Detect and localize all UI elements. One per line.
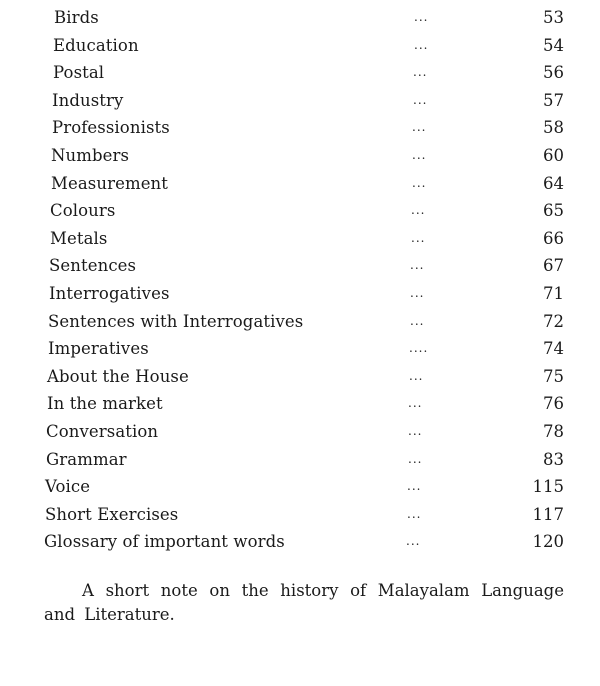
toc-entry-title: Conversation [46, 421, 159, 441]
toc-entry-title: Sentences [49, 256, 137, 276]
toc-entry-title: Colours [50, 201, 116, 221]
toc-entry [0, 528, 600, 556]
toc-entry-page-number: 117 [532, 504, 564, 524]
toc-entry-leader: ... [410, 258, 425, 273]
toc-entry-title: Postal [53, 63, 105, 83]
toc-entry-page-number: 71 [543, 283, 564, 303]
toc-entry-page-number: 74 [543, 339, 564, 359]
toc-entry-leader: ... [410, 313, 425, 328]
toc-entry-title: Imperatives [48, 339, 149, 359]
toc-entry [0, 473, 600, 501]
toc-entry [0, 4, 600, 32]
toc-entry-page-number: 66 [543, 228, 564, 248]
toc-entry-title: Voice [45, 477, 91, 497]
toc-entry-page-number: 72 [543, 311, 564, 331]
toc-entry [0, 87, 600, 115]
toc-entry-title: Numbers [51, 145, 130, 165]
toc-entry [0, 280, 600, 308]
toc-entry-title: Metals [50, 228, 108, 248]
toc-entry-leader: ... [406, 534, 421, 549]
toc-entry-leader: ... [413, 92, 428, 107]
toc-entry [0, 142, 600, 170]
toc-entry-page-number: 115 [532, 477, 564, 497]
toc-entry-page-number: 60 [543, 145, 564, 165]
toc-entry [0, 59, 600, 87]
toc-entry [0, 197, 600, 225]
toc-entry [0, 114, 600, 142]
toc-entry [0, 252, 600, 280]
toc-entry [0, 170, 600, 198]
toc-entry [0, 363, 600, 391]
toc-entry-title: Interrogatives [49, 283, 170, 303]
toc-entry-title: Sentences with Interrogatives [48, 311, 304, 331]
toc-entry-leader: ... [412, 120, 427, 135]
toc-entry-page-number: 67 [543, 256, 564, 276]
toc-entry-title: Glossary of important words [44, 532, 285, 552]
toc-entry [0, 335, 600, 363]
toc-entry-title: Short Exercises [45, 504, 179, 524]
toc-entry-page-number: 53 [543, 8, 564, 27]
toc-entry [0, 390, 600, 418]
toc-entry-leader: ... [414, 10, 429, 24]
toc-entry-leader: .... [409, 341, 429, 356]
toc-entry-title: Education [53, 35, 139, 55]
toc-entry-title: Industry [52, 90, 124, 110]
toc-entry-page-number: 75 [543, 366, 564, 386]
toc-entry-page-number: 58 [543, 118, 564, 138]
toc-entry-leader: ... [408, 451, 423, 466]
toc-entry-page-number: 83 [543, 449, 564, 469]
toc-entry-leader: ... [414, 37, 429, 52]
toc-entry-title: About the House [47, 366, 189, 386]
toc-entry-leader: ... [407, 479, 422, 494]
toc-entry-page-number: 65 [543, 201, 564, 221]
toc-entry-page-number: 64 [543, 173, 564, 193]
toc-entry-leader: ... [412, 175, 427, 190]
toc-entry-page-number: 57 [543, 90, 564, 110]
toc-entry-title: In the market [47, 394, 163, 414]
toc-entry-leader: ... [410, 285, 425, 300]
toc-entry-title: Birds [54, 8, 99, 27]
toc-entry-leader: ... [412, 147, 427, 162]
toc-entry-page-number: 56 [543, 63, 564, 83]
toc-entry-leader: ... [409, 368, 424, 383]
toc-entry-title: Professionists [52, 118, 170, 138]
toc-entry [0, 225, 600, 253]
toc-entry-page-number: 76 [543, 394, 564, 414]
toc-entry [0, 446, 600, 474]
toc-entry [0, 501, 600, 529]
history-note: A short note on the history of Malayalam Language and Literature. [44, 580, 564, 624]
toc-entry-page-number: 54 [543, 35, 564, 55]
toc-entry [0, 308, 600, 336]
toc-entry-leader: ... [413, 65, 428, 80]
toc-entry-leader: ... [411, 230, 426, 245]
toc-entry [0, 32, 600, 60]
toc-entry-title: Grammar [46, 449, 127, 469]
toc-entry-title: Measurement [51, 173, 169, 193]
table-of-contents [0, 4, 600, 556]
toc-entry-page-number: 120 [532, 532, 564, 552]
toc-entry-leader: ... [407, 506, 422, 521]
toc-entry-leader: ... [411, 203, 426, 218]
toc-entry-page-number: 78 [543, 421, 564, 441]
toc-entry [0, 418, 600, 446]
toc-entry-leader: ... [408, 396, 423, 411]
toc-entry-leader: ... [408, 423, 423, 438]
